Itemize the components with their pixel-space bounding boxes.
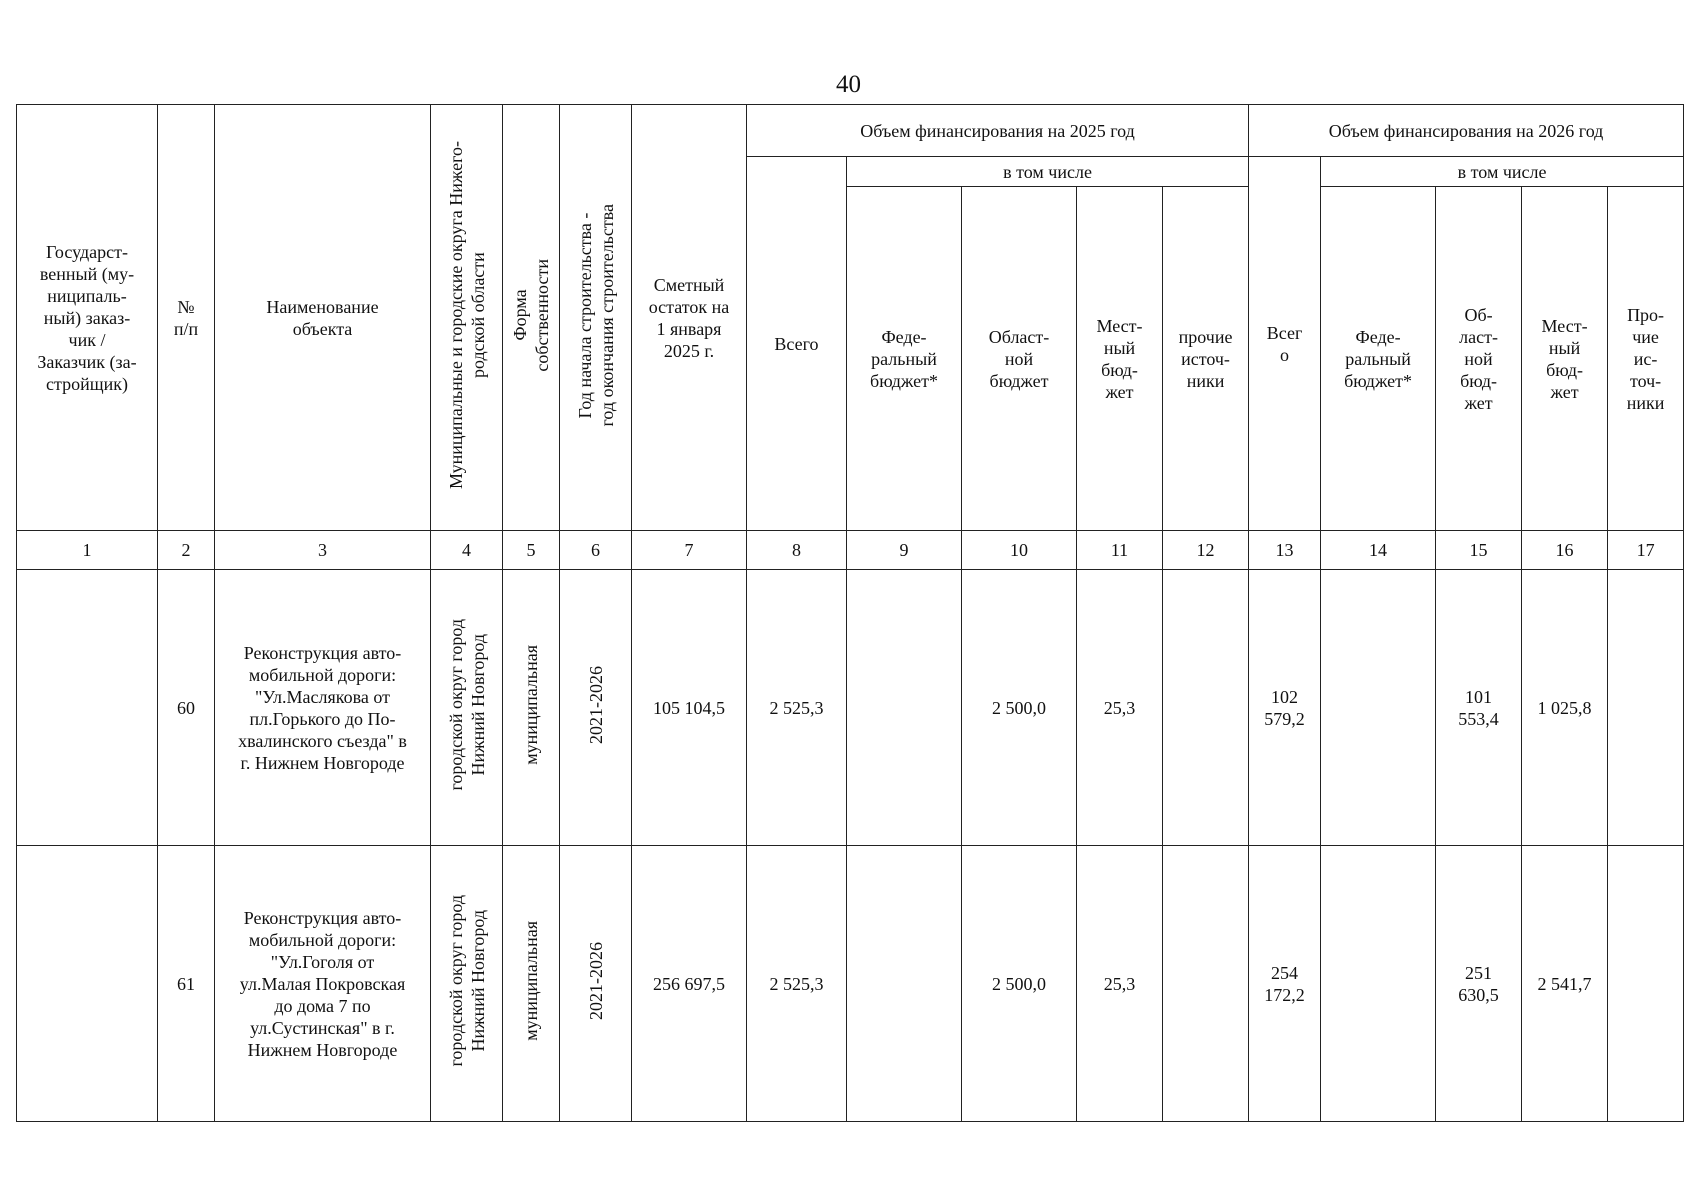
header-total-2025: Всего (747, 157, 847, 531)
cell-years: 2021-2026 (560, 570, 632, 846)
cell-local-2025: 25,3 (1077, 846, 1163, 1122)
cell-regional-2026: 251 630,5 (1436, 846, 1522, 1122)
cell-federal-2025 (847, 570, 962, 846)
column-number: 2 (158, 531, 215, 570)
column-number: 16 (1522, 531, 1608, 570)
cell-regional-2026: 101 553,4 (1436, 570, 1522, 846)
cell-other-2026 (1608, 846, 1684, 1122)
column-number: 10 (962, 531, 1077, 570)
column-number: 4 (431, 531, 503, 570)
cell-customer (17, 846, 158, 1122)
table-row (17, 846, 1684, 1122)
header-years: Год начала строительства - год окончания строительства (560, 105, 632, 531)
header-object-name: Наименование объекта (215, 105, 431, 531)
cell-federal-2026 (1321, 846, 1436, 1122)
financing-table (16, 104, 1684, 1122)
header-including-2025: в том числе (847, 157, 1249, 187)
header-regional-2026: Об- ласт- ной бюд- жет (1436, 187, 1522, 531)
cell-object-name: Реконструкция авто- мобильной дороги: "Ул.Гоголя от ул.Малая Покровская до дома 7 по ул.Сустинская" в г. Нижнем Новгороде (215, 846, 431, 1122)
header-estimate: Сметный остаток на 1 января 2025 г. (632, 105, 747, 531)
cell-regional-2025: 2 500,0 (962, 570, 1077, 846)
cell-municipal: городской округ город Нижний Новгород (431, 846, 503, 1122)
cell-local-2026: 2 541,7 (1522, 846, 1608, 1122)
cell-other-2025 (1163, 570, 1249, 846)
header-row-1 (17, 105, 1684, 157)
cell-regional-2025: 2 500,0 (962, 846, 1077, 1122)
page-number: 40 (836, 71, 861, 98)
column-number: 13 (1249, 531, 1321, 570)
column-number: 17 (1608, 531, 1684, 570)
cell-total-2026: 102 579,2 (1249, 570, 1321, 846)
header-num: № п/п (158, 105, 215, 531)
header-total-2026: Всег о (1249, 157, 1321, 531)
cell-estimate: 256 697,5 (632, 846, 747, 1122)
column-number: 3 (215, 531, 431, 570)
column-number: 1 (17, 531, 158, 570)
cell-other-2025 (1163, 846, 1249, 1122)
cell-federal-2025 (847, 846, 962, 1122)
header-group-2025: Объем финансирования на 2025 год (747, 105, 1249, 157)
cell-total-2026: 254 172,2 (1249, 846, 1321, 1122)
column-number: 11 (1077, 531, 1163, 570)
header-federal-2026: Феде- ральный бюджет* (1321, 187, 1436, 531)
cell-estimate: 105 104,5 (632, 570, 747, 846)
column-number: 12 (1163, 531, 1249, 570)
column-number: 5 (503, 531, 560, 570)
cell-customer (17, 570, 158, 846)
header-including-2026: в том числе (1321, 157, 1684, 187)
column-number: 9 (847, 531, 962, 570)
header-local-2026: Мест- ный бюд- жет (1522, 187, 1608, 531)
cell-years: 2021-2026 (560, 846, 632, 1122)
cell-num: 60 (158, 570, 215, 846)
header-group-2026: Объем финансирования на 2026 год (1249, 105, 1684, 157)
header-other-2026: Про- чие ис- точ- ники (1608, 187, 1684, 531)
cell-municipal: городской округ город Нижний Новгород (431, 570, 503, 846)
column-number: 14 (1321, 531, 1436, 570)
column-number: 8 (747, 531, 847, 570)
column-number: 15 (1436, 531, 1522, 570)
cell-num: 61 (158, 846, 215, 1122)
table-row (17, 570, 1684, 846)
column-number: 7 (632, 531, 747, 570)
column-number: 6 (560, 531, 632, 570)
column-numbers-row (17, 531, 1684, 570)
cell-local-2026: 1 025,8 (1522, 570, 1608, 846)
cell-ownership: муниципальная (503, 570, 560, 846)
cell-total-2025: 2 525,3 (747, 846, 847, 1122)
header-regional-2025: Област- ной бюджет (962, 187, 1077, 531)
cell-total-2025: 2 525,3 (747, 570, 847, 846)
header-local-2025: Мест- ный бюд- жет (1077, 187, 1163, 531)
cell-object-name: Реконструкция авто- мобильной дороги: "Ул.Маслякова от пл.Горького до По- хвалинского съезда" в г. Нижнем Новгороде (215, 570, 431, 846)
header-customer: Государст- венный (му- ниципаль- ный) заказ- чик / Заказчик (за- стройщик) (17, 105, 158, 531)
header-other-2025: прочие источ- ники (1163, 187, 1249, 531)
cell-federal-2026 (1321, 570, 1436, 846)
cell-other-2026 (1608, 570, 1684, 846)
header-ownership: Форма собственности (503, 105, 560, 531)
cell-ownership: муниципальная (503, 846, 560, 1122)
header-municipal: Муниципальные и городские округа Нижего- родской области (431, 105, 503, 531)
header-federal-2025: Феде- ральный бюджет* (847, 187, 962, 531)
cell-local-2025: 25,3 (1077, 570, 1163, 846)
